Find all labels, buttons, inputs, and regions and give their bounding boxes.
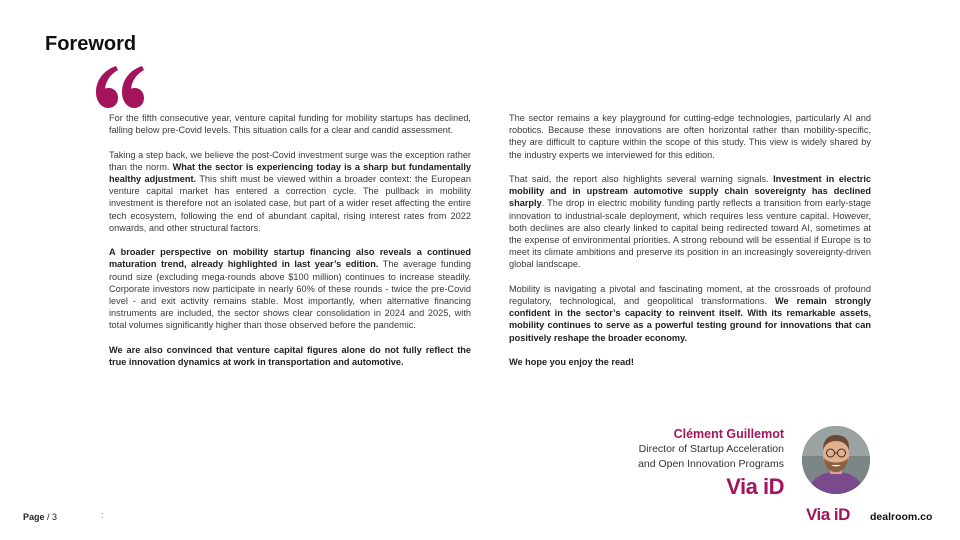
quote-mark-icon bbox=[94, 64, 146, 110]
right-paragraph-4: We hope you enjoy the read! bbox=[509, 357, 634, 368]
footer-separator: : bbox=[101, 510, 104, 520]
footer-dealroom-logo: dealroom.co bbox=[870, 511, 933, 523]
page-title: Foreword bbox=[45, 33, 137, 55]
left-paragraph-1: For the fifth consecutive year, venture capital funding for mobility startups has declined, falling below pre-Covid levels. This situation calls for a clear and candid assessment. bbox=[109, 113, 471, 136]
right-text-column bbox=[509, 112, 871, 380]
via-id-logo: Via iD bbox=[726, 474, 784, 499]
signature-name: Clément Guillemot bbox=[673, 427, 784, 441]
left-text-column bbox=[109, 112, 471, 380]
footer-via-id-logo: Via iD bbox=[806, 505, 850, 524]
signature-block bbox=[638, 426, 784, 500]
page-indicator: Page / 3 bbox=[23, 512, 58, 522]
avatar bbox=[802, 426, 870, 494]
left-paragraph-4: We are also convinced that venture capital figures alone do not fully reflect the true innovation dynamics at work in transportation and automotive. bbox=[109, 344, 471, 368]
right-paragraph-3: Mobility is navigating a pivotal and fascinating moment, at the crossroads of profound regulatory, technological, and geopolitical transformations. We remain strongly confident in the sector’s capacity to reinvent itself. With its remarkable assets, mobility continues to serve as a powerful testing ground for innovations that can positively reshape the broader economy. bbox=[509, 283, 871, 343]
left-paragraph-2: Taking a step back, we believe the post-Covid investment surge was the exception rather than the norm. What the sector is experiencing today is a sharp but fundamentally healthy adjustment. This shift must be viewed within a broader context: the European venture capital market has entered a correction cycle. The pullback in mobility investment is therefore not an isolated case, but part of a wider reset affecting the entire tech ecosystem, following the end of abundant capital, rising interest rates from 2022 onwards, and other structural factors. bbox=[109, 149, 472, 233]
right-paragraph-1: The sector remains a key playground for cutting-edge technologies, particularly AI and robotics. Because these innovations are often horizontal rather than mobility-specific, they are difficult to capture within the scope of this study. This view is widely shared by the industry experts we interviewed for this edition. bbox=[509, 113, 871, 160]
right-paragraph-2: That said, the report also highlights several warning signals. Investment in electric mobility and in upstream automotive supply chain sovereignty has declined sharply. The drop in electric mobility funding partly reflects a transition from early-stage innovation to industrial-scale deployment, which requires less venture capital. However, both declines are also clearly linked to capital being redirected toward AI, sometimes at the expense of environmental priorities. A strong rebound will be essential if Europe is to meet its climate ambitions and preserve its position in an increasingly sovereignty-driven global landscape. bbox=[509, 174, 871, 270]
left-paragraph-3: A broader perspective on mobility startup financing also reveals a continued maturation trend, already highlighted in last year’s edition. The average funding round size (excluding mega-rounds above $100 million) continues to increase steadily. Corporate investors now participate in nearly 60% of these rounds - twice the pre-Covid level - and exit activity remains stable. Most importantly, when alternative financing instruments are included, the sector shows clear consolidation in 2024 and 2025, with total volumes significantly higher than those observed before the pandemic. bbox=[109, 247, 472, 331]
signature-role-line2: and Open Innovation Programs bbox=[638, 458, 784, 470]
signature-role-line1: Director of Startup Acceleration bbox=[638, 443, 784, 455]
